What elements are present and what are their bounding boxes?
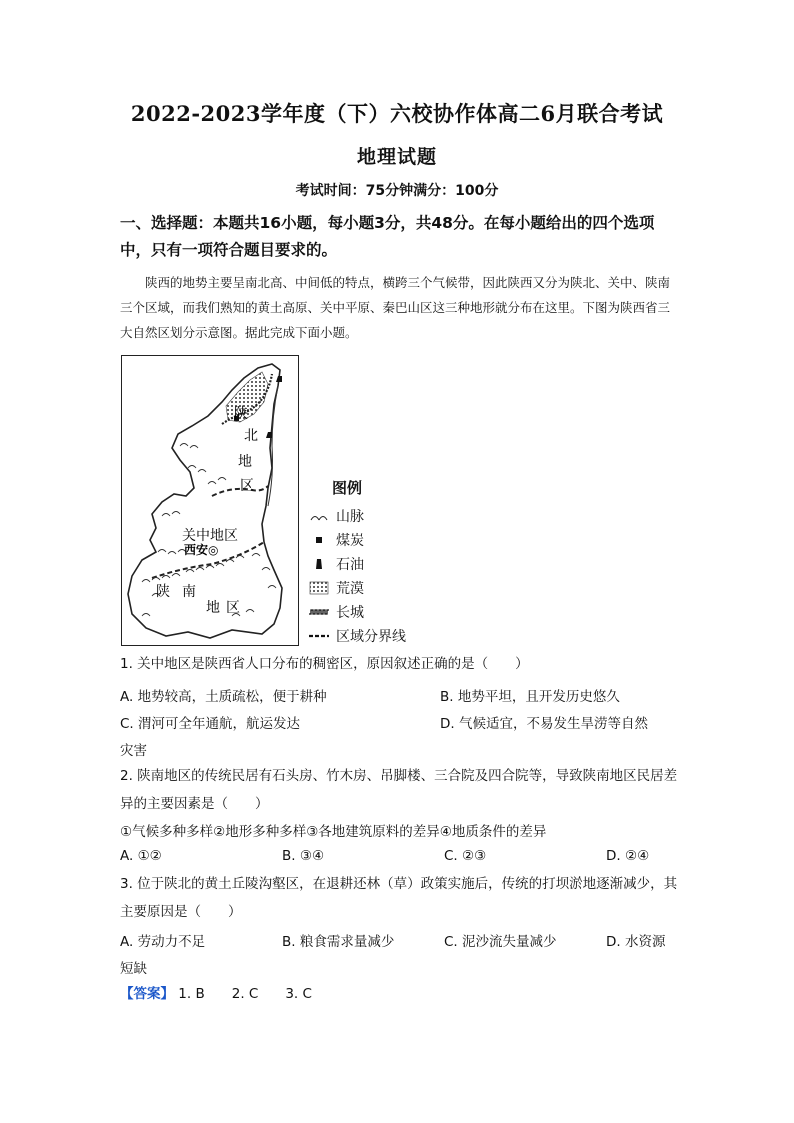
question-1-stem: 1. 关中地区是陕西省人口分布的稠密区，原因叙述正确的是（ ） <box>120 656 529 672</box>
q1-option-a: A. 地势较高，土质疏松，便于耕种 <box>120 689 327 705</box>
map-legend <box>308 477 438 648</box>
boundary-icon <box>308 629 330 643</box>
q2-option-b: B. ③④ <box>282 848 325 864</box>
shaanxi-region-map <box>121 355 299 646</box>
q2-option-c: C. ②③ <box>444 848 487 864</box>
q3-option-d: D. 水资源 <box>606 934 666 950</box>
answer-line <box>120 982 312 1002</box>
answer-tag: 【答案】 <box>120 986 174 1002</box>
q1-option-c: C. 渭河可全年通航，航运发达 <box>120 716 301 732</box>
coal-icon <box>308 533 330 547</box>
legend-item-boundary <box>308 624 438 648</box>
great-wall-icon <box>308 605 330 619</box>
south-label-4: 区 <box>226 600 240 616</box>
legend-label-mountain: 山脉 <box>336 509 364 525</box>
legend-item-desert <box>308 576 438 600</box>
exam-info: 考试时间：75分钟满分：100分 <box>295 183 499 199</box>
north-label-4: 区 <box>240 478 254 494</box>
north-label-2: 北 <box>244 428 258 444</box>
legend-label-boundary: 区域分界线 <box>336 629 406 645</box>
legend-item-great-wall <box>308 600 438 624</box>
legend-item-oil <box>308 552 438 576</box>
south-label-2: 南 <box>182 584 196 600</box>
q2-choices-line: ①气候多种多样②地形多种多样③各地建筑原料的差异④地质条件的差异 <box>120 824 547 840</box>
section-heading: 一、选择题：本题共16小题，每小题3分，共48分。在每小题给出的四个选项中，只有一项符合题目要求的。 <box>120 214 655 259</box>
legend-title: 图例 <box>332 479 363 497</box>
legend-label-great-wall: 长城 <box>336 605 364 621</box>
legend-item-coal <box>308 528 438 552</box>
map-graphic <box>122 356 298 645</box>
q1-option-d-continuation: 灾害 <box>120 743 147 759</box>
city-label: 西安◎ <box>184 543 219 557</box>
q3-option-b: B. 粮食需求量减少 <box>282 934 395 950</box>
intro-paragraph: 陕西的地势主要呈南北高、中间低的特点，横跨三个气候带，因此陕西又分为陕北、关中、陕南三个区域，而我们熟知的黄土高原、关中平原、秦巴山区这三种地形就分布在这里。下图为陕西省三大自然区划分示意图。据此完成下面小题。 <box>120 275 671 340</box>
south-label-1: 陕 <box>156 584 170 600</box>
answer-text: 1. B 2. C 3. C <box>178 986 312 1002</box>
q1-option-d: D. 气候适宜，不易发生旱涝等自然 <box>440 716 648 732</box>
legend-label-desert: 荒漠 <box>336 581 364 597</box>
q3-option-a: A. 劳动力不足 <box>120 934 206 950</box>
subject-title: 地理试题 <box>356 146 437 168</box>
oil-icon <box>308 557 330 571</box>
legend-label-coal: 煤炭 <box>336 533 364 549</box>
q3-option-d-continuation: 短缺 <box>120 961 147 977</box>
exam-title: 2022-2023学年度（下）六校协作体高二6月联合考试 <box>130 101 664 126</box>
question-3-stem: 3. 位于陕北的黄土丘陵沟壑区，在退耕还林（草）政策实施后，传统的打坝淤地逐渐减少，其主要原因是（ ） <box>120 876 678 920</box>
mountain-icon <box>308 509 330 523</box>
north-label-3: 地 <box>238 454 252 470</box>
question-2-stem: 2. 陕南地区的传统民居有石头房、竹木房、吊脚楼、三合院及四合院等，导致陕南地区民居差异的主要因素是（ ） <box>120 768 678 812</box>
middle-label: 关中地区 <box>182 528 238 544</box>
legend-item-mountain <box>308 504 438 528</box>
q2-option-d: D. ②④ <box>606 848 650 864</box>
q1-option-b: B. 地势平坦，且开发历史悠久 <box>440 689 620 705</box>
legend-label-oil: 石油 <box>336 557 364 573</box>
q2-option-a: A. ①② <box>120 848 162 864</box>
desert-icon <box>308 581 330 595</box>
q3-option-c: C. 泥沙流失量减少 <box>444 934 557 950</box>
north-label-1: 陕 <box>234 406 248 422</box>
south-label-3: 地 <box>206 600 220 616</box>
